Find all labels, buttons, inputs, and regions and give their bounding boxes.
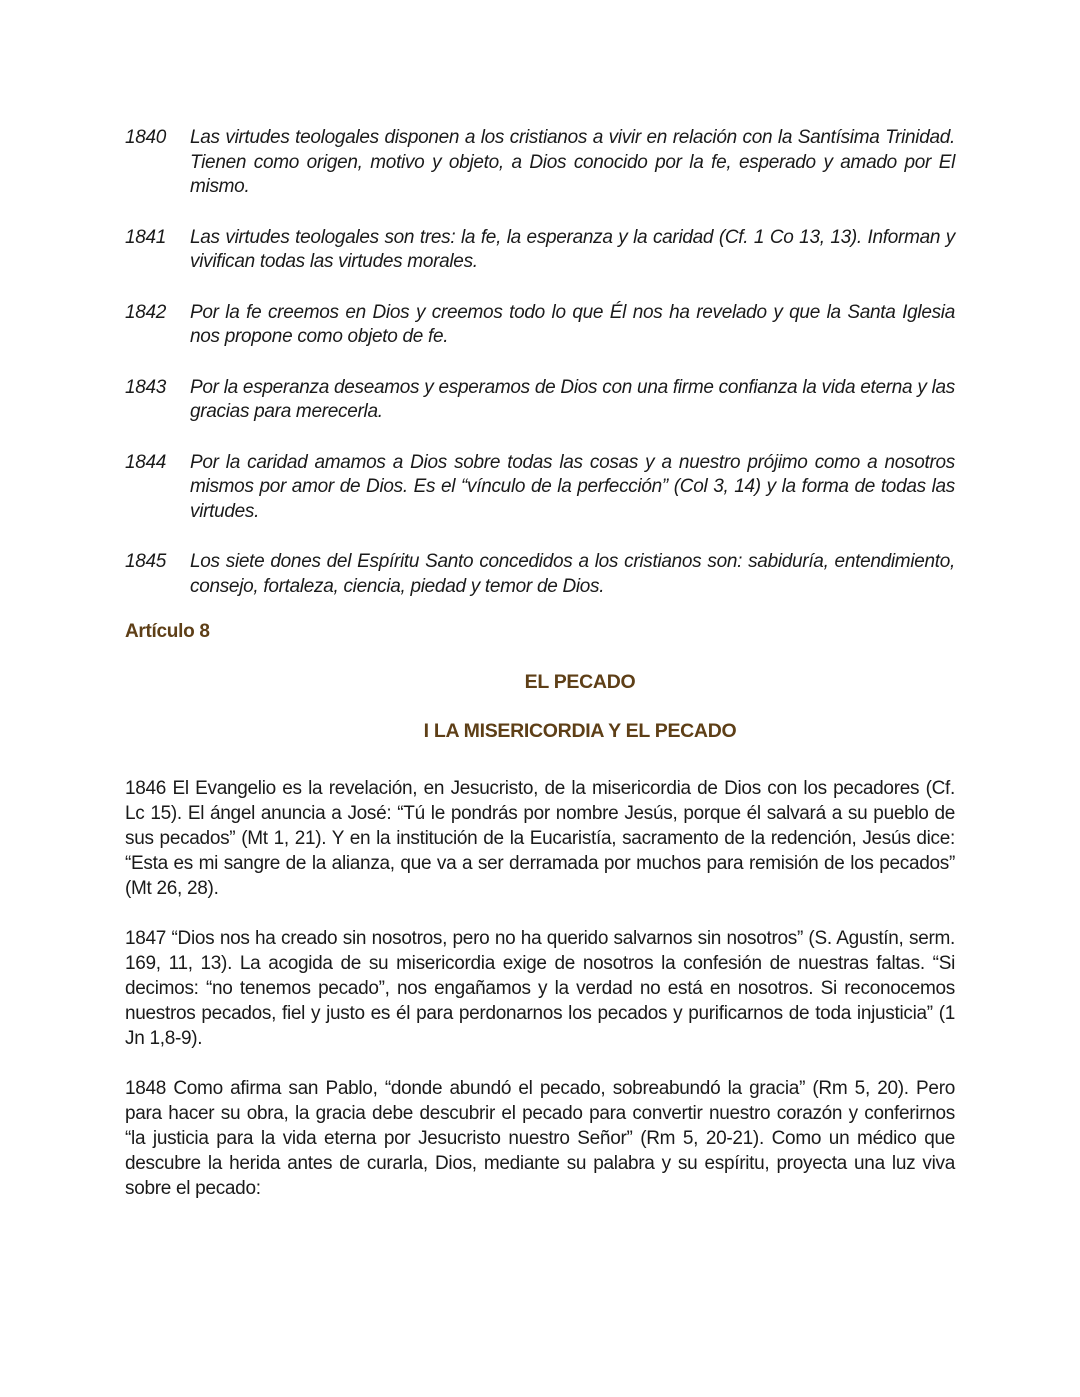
- paragraph: 1847 “Dios nos ha creado sin nosotros, pero no ha querido salvarnos sin nosotros” (S. Agustín, serm. 169, 11, 13). La acogida de su misericordia exige de nosotros la confesión de nuestras faltas. “Si decimos: “no tenemos pecado”, nos engañamos y la verdad no está en nosotros. Si reconocemos nuestros pecados, fiel y justo es él para perdonarnos los pecados y purificarnos de toda injusticia” (1 Jn 1,8-9).: [125, 928, 955, 1049]
- paragraph: 1846 El Evangelio es la revelación, en Jesucristo, de la misericordia de Dios con los pecadores (Cf. Lc 15). El ángel anuncia a José: “Tú le pondrás por nombre Jesús, porque él salvará a su pueblo de sus pecados” (Mt 1, 21). Y en la institución de la Eucaristía, sacramento de la redención, Jesús dice: “Esta es mi sangre de la alianza, que va a ser derramada por muchos para remisión de los pecados” (Mt 26, 28).: [125, 778, 955, 899]
- numbered-item: [125, 226, 955, 275]
- numbered-item: [125, 301, 955, 350]
- item-number: 1840: [125, 127, 167, 148]
- numbered-item: [125, 376, 955, 425]
- numbered-item: [125, 451, 955, 525]
- item-text: Por la fe creemos en Dios y creemos todo lo que Él nos ha revelado y que la Santa Iglesia nos propone como objeto de fe.: [190, 301, 955, 347]
- page-content: [125, 126, 955, 1201]
- item-number: 1843: [125, 376, 167, 398]
- item-number: 1845: [125, 551, 167, 572]
- item-text: Por la caridad amamos a Dios sobre todas las cosas y a nuestro prójimo como a nosotros mismos por amor de Dios. Es el “vínculo de la perfección” (Col 3, 14) y la forma de todas las virtudes.: [190, 451, 955, 522]
- item-text: Las virtudes teologales disponen a los cristianos a vivir en relación con la Santísima Trinidad. Tienen como origen, motivo y objeto, a Dios conocido por la fe, esperado y amado por El mismo.: [190, 127, 955, 197]
- item-number: 1842: [125, 301, 167, 323]
- paragraph: 1848 Como afirma san Pablo, “donde abundó el pecado, sobreabundó la gracia” (Rm 5, 20). Pero para hacer su obra, la gracia debe descubrir el pecado para convertir nuestro corazón y conferirnos “la justicia para la vida eterna por Jesucristo nuestro Señor” (Rm 5, 20-21). Como un médico que descubre la herida antes de curarla, Dios, mediante su palabra y su espíritu, proyecta una luz viva sobre el pecado:: [125, 1078, 955, 1199]
- item-text: Las virtudes teologales son tres: la fe, la esperanza y la caridad (Cf. 1 Co 13, 13). Informan y vivifican todas las virtudes morales.: [190, 226, 955, 272]
- item-text: Por la esperanza deseamos y esperamos de Dios con una firme confianza la vida eterna y las gracias para merecerla.: [190, 376, 955, 422]
- subsection-heading: I LA MISERICORDIA Y EL PECADO: [423, 720, 737, 742]
- section-heading: EL PECADO: [524, 671, 636, 693]
- numbered-item: [125, 126, 955, 200]
- numbered-item: [125, 550, 955, 599]
- item-number: 1841: [125, 226, 167, 248]
- item-number: 1844: [125, 451, 167, 473]
- article-label: Artículo 8: [125, 621, 210, 642]
- item-text: Los siete dones del Espíritu Santo concedidos a los cristianos son: sabiduría, entendimiento, consejo, fortaleza, ciencia, piedad y temor de Dios.: [190, 551, 955, 597]
